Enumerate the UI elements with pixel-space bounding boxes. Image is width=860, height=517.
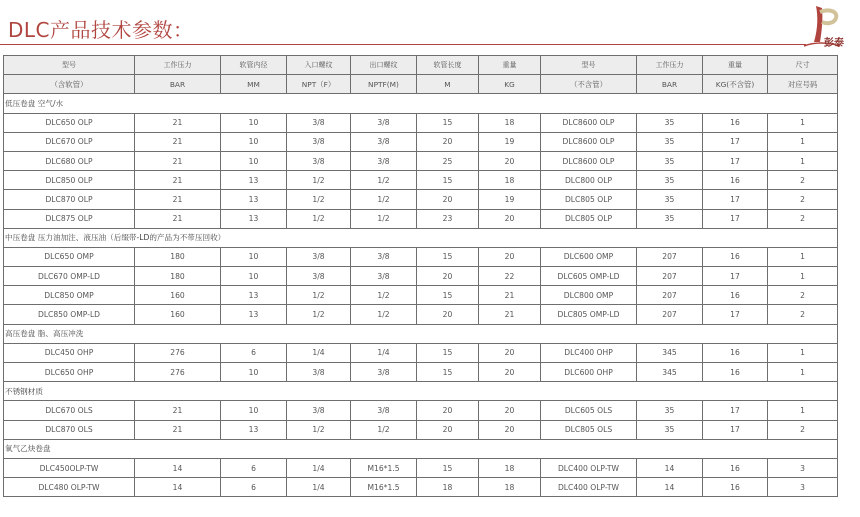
table-cell: 20 bbox=[417, 305, 479, 324]
table-row bbox=[4, 171, 838, 190]
column-unit-header: KG bbox=[479, 75, 541, 94]
table-cell: 21 bbox=[135, 209, 221, 228]
table-cell: 1/2 bbox=[351, 190, 417, 209]
table-cell: 3/8 bbox=[351, 151, 417, 170]
table-cell: 17 bbox=[703, 267, 768, 286]
table-cell: 21 bbox=[135, 401, 221, 420]
table-cell: DLC8600 OLP bbox=[541, 151, 637, 170]
table-cell: 207 bbox=[637, 247, 703, 266]
table-cell: DLC850 OMP-LD bbox=[4, 305, 135, 324]
table-cell: 3/8 bbox=[287, 401, 351, 420]
table-cell: 35 bbox=[637, 420, 703, 439]
table-cell: 21 bbox=[135, 171, 221, 190]
table-cell: 15 bbox=[417, 286, 479, 305]
table-cell: 17 bbox=[703, 305, 768, 324]
table-cell: 3/8 bbox=[351, 132, 417, 151]
table-cell: 20 bbox=[479, 363, 541, 382]
column-header: 型号 bbox=[541, 56, 637, 75]
table-cell: DLC870 OLS bbox=[4, 420, 135, 439]
table-cell: 3/8 bbox=[287, 151, 351, 170]
table-cell: 1/2 bbox=[287, 305, 351, 324]
section-header-row bbox=[4, 382, 838, 401]
table-cell: 17 bbox=[703, 209, 768, 228]
table-cell: 21 bbox=[479, 305, 541, 324]
table-cell: 3/8 bbox=[351, 247, 417, 266]
table-cell: 1/2 bbox=[351, 171, 417, 190]
table-cell: 1 bbox=[768, 151, 838, 170]
table-cell: 1/2 bbox=[351, 305, 417, 324]
table-cell: 180 bbox=[135, 247, 221, 266]
table-cell: 3/8 bbox=[287, 363, 351, 382]
table-row bbox=[4, 305, 838, 324]
table-cell: 25 bbox=[417, 151, 479, 170]
section-header-row bbox=[4, 94, 838, 113]
section-title: 中压卷盘 压力油加注、液压油（后缀带-LD的产品为不带压回收） bbox=[4, 228, 838, 247]
page-title: DLC产品技术参数： bbox=[8, 18, 194, 42]
table-cell: 3/8 bbox=[351, 113, 417, 132]
column-header: 工作压力 bbox=[135, 56, 221, 75]
table-cell: 21 bbox=[135, 420, 221, 439]
table-row bbox=[4, 247, 838, 266]
table-cell: 345 bbox=[637, 343, 703, 362]
table-cell: 3/8 bbox=[287, 267, 351, 286]
table-cell: 18 bbox=[479, 478, 541, 497]
table-cell: 13 bbox=[221, 420, 287, 439]
table-cell: 22 bbox=[479, 267, 541, 286]
table-cell: DLC8600 OLP bbox=[541, 132, 637, 151]
column-header: 软管长度 bbox=[417, 56, 479, 75]
title-divider bbox=[0, 44, 806, 45]
section-title: 氧气乙炔卷盘 bbox=[4, 439, 838, 458]
table-cell: 18 bbox=[479, 458, 541, 477]
table-cell: 207 bbox=[637, 286, 703, 305]
table-cell: 2 bbox=[768, 209, 838, 228]
table-cell: 1/2 bbox=[287, 209, 351, 228]
section-header-row bbox=[4, 439, 838, 458]
table-cell: 13 bbox=[221, 190, 287, 209]
section-header-row bbox=[4, 324, 838, 343]
table-cell: 17 bbox=[703, 420, 768, 439]
table-cell: 21 bbox=[135, 151, 221, 170]
table-cell: 20 bbox=[479, 247, 541, 266]
table-cell: 1/4 bbox=[287, 343, 351, 362]
table-cell: 35 bbox=[637, 113, 703, 132]
table-cell: 18 bbox=[479, 171, 541, 190]
table-cell: 17 bbox=[703, 151, 768, 170]
table-cell: 13 bbox=[221, 171, 287, 190]
table-row bbox=[4, 151, 838, 170]
table-row bbox=[4, 420, 838, 439]
table-cell: 207 bbox=[637, 305, 703, 324]
table-cell: DLC670 OMP-LD bbox=[4, 267, 135, 286]
table-cell: M16*1.5 bbox=[351, 458, 417, 477]
brand-logo-text: 彭泰 bbox=[824, 38, 844, 49]
table-cell: 21 bbox=[135, 190, 221, 209]
table-cell: 20 bbox=[479, 343, 541, 362]
section-title: 高压卷盘 脂、高压冲洗 bbox=[4, 324, 838, 343]
table-cell: 20 bbox=[479, 151, 541, 170]
table-cell: 2 bbox=[768, 171, 838, 190]
column-header: 工作压力 bbox=[637, 56, 703, 75]
table-cell: 20 bbox=[417, 420, 479, 439]
column-unit-header: （含软管） bbox=[4, 75, 135, 94]
table-cell: 16 bbox=[703, 171, 768, 190]
column-header: 尺寸 bbox=[768, 56, 838, 75]
table-cell: 1/4 bbox=[351, 343, 417, 362]
table-cell: 16 bbox=[703, 458, 768, 477]
table-cell: 10 bbox=[221, 247, 287, 266]
table-cell: 10 bbox=[221, 267, 287, 286]
table-cell: DLC870 OLP bbox=[4, 190, 135, 209]
table-cell: 35 bbox=[637, 171, 703, 190]
table-cell: DLC800 OLP bbox=[541, 171, 637, 190]
header-row-top bbox=[4, 56, 838, 75]
table-cell: 276 bbox=[135, 343, 221, 362]
table-cell: 1 bbox=[768, 267, 838, 286]
table-cell: DLC650 OMP bbox=[4, 247, 135, 266]
table-cell: 21 bbox=[135, 132, 221, 151]
table-cell: 20 bbox=[417, 132, 479, 151]
table-cell: 20 bbox=[417, 190, 479, 209]
column-unit-header: （不含管） bbox=[541, 75, 637, 94]
table-cell: 3/8 bbox=[287, 113, 351, 132]
column-unit-header: NPTF(M) bbox=[351, 75, 417, 94]
table-cell: 35 bbox=[637, 151, 703, 170]
table-cell: DLC670 OLP bbox=[4, 132, 135, 151]
header-row-sub bbox=[4, 75, 838, 94]
table-cell: 3 bbox=[768, 478, 838, 497]
table-cell: 15 bbox=[417, 247, 479, 266]
spec-table bbox=[3, 55, 838, 497]
table-cell: 276 bbox=[135, 363, 221, 382]
section-title: 不锈钢材质 bbox=[4, 382, 838, 401]
table-cell: DLC680 OLP bbox=[4, 151, 135, 170]
table-cell: 10 bbox=[221, 132, 287, 151]
table-cell: 14 bbox=[135, 478, 221, 497]
table-cell: 10 bbox=[221, 151, 287, 170]
table-cell: 20 bbox=[479, 401, 541, 420]
table-cell: 160 bbox=[135, 305, 221, 324]
table-cell: DLC805 OLS bbox=[541, 420, 637, 439]
table-cell: 18 bbox=[479, 113, 541, 132]
table-cell: 160 bbox=[135, 286, 221, 305]
table-cell: 1/2 bbox=[287, 171, 351, 190]
column-unit-header: BAR bbox=[637, 75, 703, 94]
table-cell: 1/2 bbox=[287, 190, 351, 209]
table-cell: 20 bbox=[417, 267, 479, 286]
column-unit-header: NPT（F） bbox=[287, 75, 351, 94]
table-cell: 180 bbox=[135, 267, 221, 286]
table-cell: 1/4 bbox=[287, 478, 351, 497]
table-cell: DLC805 OLP bbox=[541, 190, 637, 209]
table-row bbox=[4, 132, 838, 151]
column-unit-header: BAR bbox=[135, 75, 221, 94]
table-cell: 3/8 bbox=[351, 267, 417, 286]
table-cell: 14 bbox=[135, 458, 221, 477]
table-cell: 13 bbox=[221, 305, 287, 324]
table-cell: 1 bbox=[768, 132, 838, 151]
column-header: 入口螺纹 bbox=[287, 56, 351, 75]
table-row bbox=[4, 209, 838, 228]
table-cell: 6 bbox=[221, 343, 287, 362]
table-cell: 16 bbox=[703, 363, 768, 382]
table-cell: DLC450 OHP bbox=[4, 343, 135, 362]
table-cell: DLC600 OHP bbox=[541, 363, 637, 382]
table-cell: DLC850 OMP bbox=[4, 286, 135, 305]
table-row bbox=[4, 343, 838, 362]
table-cell: 1 bbox=[768, 343, 838, 362]
table-cell: DLC480 OLP-TW bbox=[4, 478, 135, 497]
table-cell: DLC805 OMP-LD bbox=[541, 305, 637, 324]
table-cell: 16 bbox=[703, 286, 768, 305]
table-cell: 345 bbox=[637, 363, 703, 382]
table-cell: 13 bbox=[221, 209, 287, 228]
table-cell: 2 bbox=[768, 420, 838, 439]
table-cell: 15 bbox=[417, 171, 479, 190]
table-cell: 1/4 bbox=[287, 458, 351, 477]
table-cell: 10 bbox=[221, 113, 287, 132]
table-cell: DLC400 OLP-TW bbox=[541, 478, 637, 497]
table-cell: 15 bbox=[417, 113, 479, 132]
table-cell: DLC600 OMP bbox=[541, 247, 637, 266]
table-cell: 35 bbox=[637, 132, 703, 151]
table-cell: 16 bbox=[703, 478, 768, 497]
table-cell: 1/2 bbox=[351, 209, 417, 228]
column-unit-header: M bbox=[417, 75, 479, 94]
table-cell: 1/2 bbox=[287, 420, 351, 439]
table-cell: 20 bbox=[479, 420, 541, 439]
column-unit-header: 对应号码 bbox=[768, 75, 838, 94]
table-cell: 3/8 bbox=[287, 132, 351, 151]
table-cell: 15 bbox=[417, 343, 479, 362]
table-row bbox=[4, 113, 838, 132]
table-cell: 2 bbox=[768, 305, 838, 324]
table-cell: 3/8 bbox=[351, 401, 417, 420]
table-cell: DLC8600 OLP bbox=[541, 113, 637, 132]
table-cell: 10 bbox=[221, 401, 287, 420]
table-cell: DLC850 OLP bbox=[4, 171, 135, 190]
table-cell: 17 bbox=[703, 132, 768, 151]
column-header: 重量 bbox=[703, 56, 768, 75]
table-cell: 2 bbox=[768, 190, 838, 209]
table-cell: 20 bbox=[479, 209, 541, 228]
table-cell: 1/2 bbox=[287, 286, 351, 305]
column-unit-header: KG(不含管) bbox=[703, 75, 768, 94]
table-cell: 3/8 bbox=[351, 363, 417, 382]
table-row bbox=[4, 363, 838, 382]
table-cell: 1 bbox=[768, 247, 838, 266]
table-cell: DLC805 OLP bbox=[541, 209, 637, 228]
table-cell: 35 bbox=[637, 190, 703, 209]
table-cell: 21 bbox=[479, 286, 541, 305]
table-cell: DLC605 OLS bbox=[541, 401, 637, 420]
table-cell: M16*1.5 bbox=[351, 478, 417, 497]
column-header: 型号 bbox=[4, 56, 135, 75]
table-cell: 3/8 bbox=[287, 247, 351, 266]
column-unit-header: MM bbox=[221, 75, 287, 94]
table-row bbox=[4, 286, 838, 305]
table-cell: 1 bbox=[768, 363, 838, 382]
table-cell: 35 bbox=[637, 401, 703, 420]
table-cell: 6 bbox=[221, 458, 287, 477]
table-cell: 14 bbox=[637, 458, 703, 477]
table-cell: DLC800 OMP bbox=[541, 286, 637, 305]
table-cell: 1/2 bbox=[351, 286, 417, 305]
table-cell: DLC670 OLS bbox=[4, 401, 135, 420]
table-cell: 35 bbox=[637, 209, 703, 228]
table-cell: DLC650 OLP bbox=[4, 113, 135, 132]
column-header: 重量 bbox=[479, 56, 541, 75]
table-cell: 13 bbox=[221, 286, 287, 305]
table-cell: 1/2 bbox=[351, 420, 417, 439]
table-cell: DLC875 OLP bbox=[4, 209, 135, 228]
table-cell: 2 bbox=[768, 286, 838, 305]
table-cell: DLC400 OHP bbox=[541, 343, 637, 362]
table-cell: 14 bbox=[637, 478, 703, 497]
table-cell: 19 bbox=[479, 132, 541, 151]
table-cell: 1 bbox=[768, 401, 838, 420]
table-cell: 10 bbox=[221, 363, 287, 382]
table-cell: 16 bbox=[703, 343, 768, 362]
table-row bbox=[4, 458, 838, 477]
table-body bbox=[4, 94, 838, 497]
table-cell: 21 bbox=[135, 113, 221, 132]
table-cell: DLC400 OLP-TW bbox=[541, 458, 637, 477]
section-title: 低压卷盘 空气/水 bbox=[4, 94, 838, 113]
table-cell: 1 bbox=[768, 113, 838, 132]
section-header-row bbox=[4, 228, 838, 247]
table-cell: 6 bbox=[221, 478, 287, 497]
table-cell: 23 bbox=[417, 209, 479, 228]
table-cell: 15 bbox=[417, 363, 479, 382]
table-cell: 15 bbox=[417, 458, 479, 477]
table-row bbox=[4, 478, 838, 497]
table-cell: 20 bbox=[417, 401, 479, 420]
table-cell: DLC450OLP-TW bbox=[4, 458, 135, 477]
table-cell: 207 bbox=[637, 267, 703, 286]
table-cell: DLC650 OHP bbox=[4, 363, 135, 382]
table-cell: 16 bbox=[703, 247, 768, 266]
table-cell: 19 bbox=[479, 190, 541, 209]
table-row bbox=[4, 401, 838, 420]
table-cell: 17 bbox=[703, 190, 768, 209]
table-row bbox=[4, 190, 838, 209]
table-cell: 18 bbox=[417, 478, 479, 497]
column-header: 软管内径 bbox=[221, 56, 287, 75]
table-cell: 16 bbox=[703, 113, 768, 132]
table-row bbox=[4, 267, 838, 286]
column-header: 出口螺纹 bbox=[351, 56, 417, 75]
table-cell: 17 bbox=[703, 401, 768, 420]
table-cell: DLC605 OMP-LD bbox=[541, 267, 637, 286]
table-cell: 3 bbox=[768, 458, 838, 477]
